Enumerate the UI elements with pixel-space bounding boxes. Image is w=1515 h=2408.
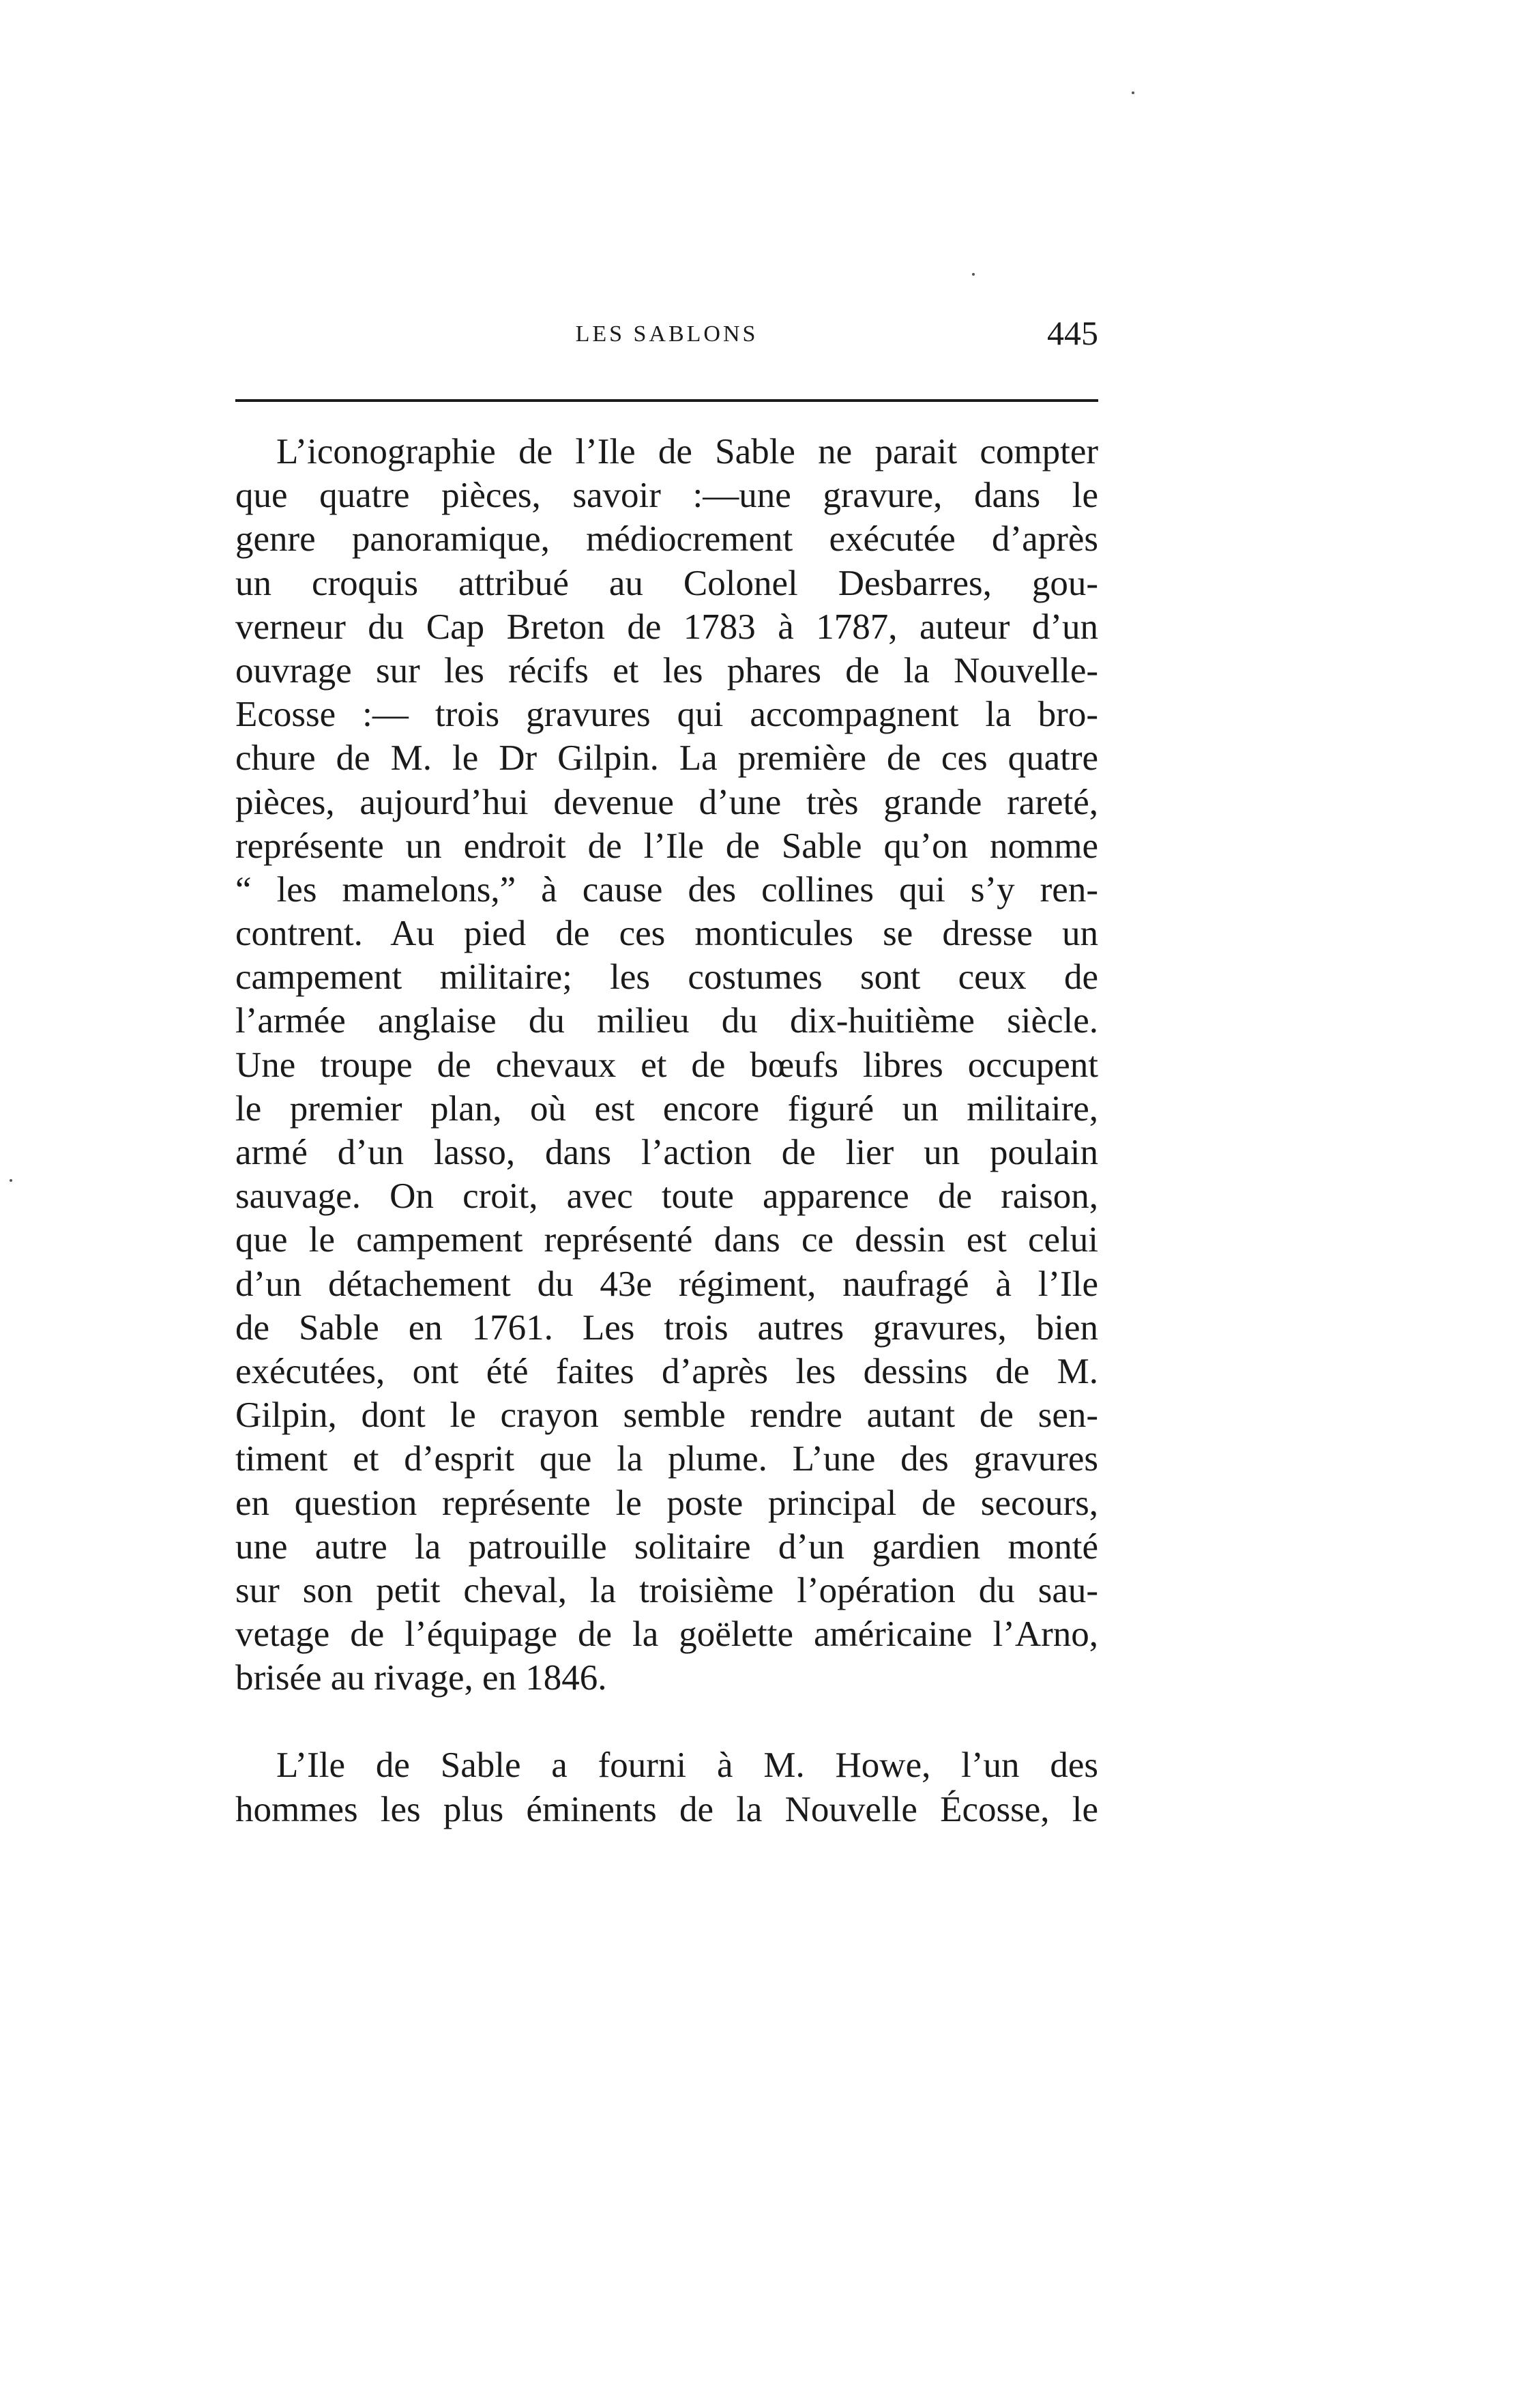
text-line: que quatre pièces, savoir :—une gravure, dans le	[235, 476, 1098, 516]
header-rule	[235, 399, 1098, 402]
scan-speck	[10, 1179, 12, 1182]
text-line: Une troupe de chevaux et de bœufs libres occupent	[235, 1045, 1098, 1085]
paragraph-spacer	[235, 1700, 1098, 1743]
scan-speck	[1132, 91, 1134, 94]
text-line: Gilpin, dont le crayon semble rendre autant de sen-	[235, 1395, 1098, 1436]
text-line: d’un détachement du 43e régiment, naufragé à l’Ile	[235, 1264, 1098, 1304]
text-line: armé d’un lasso, dans l’action de lier un poulain	[235, 1133, 1098, 1172]
text-line: L’Ile de Sable a fourni à M. Howe, l’un des	[276, 1745, 1098, 1786]
text-line: pièces, aujourd’hui devenue d’une très grande rareté,	[235, 782, 1098, 822]
text-line: l’armée anglaise du milieu du dix-huitième siècle.	[235, 1001, 1098, 1041]
text-line: sur son petit cheval, la troisième l’opération du sau-	[235, 1570, 1098, 1610]
text-line: vetage de l’équipage de la goëlette américaine l’Arno,	[235, 1614, 1098, 1655]
text-line: exécutées, ont été faites d’après les dessins de M.	[235, 1351, 1098, 1391]
text-line: ouvrage sur les récifs et les phares de la Nouvelle-	[235, 650, 1098, 691]
text-line: en question représente le poste principal de secours,	[235, 1483, 1098, 1523]
scan-speck	[972, 273, 975, 276]
text-line: contrent. Au pied de ces monticules se dresse un	[235, 914, 1098, 954]
text-line: une autre la patrouille solitaire d’un gardien monté	[235, 1526, 1098, 1567]
page-number: 445	[1047, 314, 1098, 352]
paragraph-1	[235, 430, 1098, 1700]
text-line: L’iconographie de l’Ile de Sable ne parait compter	[276, 432, 1098, 472]
running-title: LES SABLONS	[575, 321, 759, 347]
text-line: genre panoramique, médiocrement exécutée d’après	[235, 519, 1098, 560]
text-line: un croquis attribué au Colonel Desbarres, gou-	[235, 563, 1098, 603]
text-line: représente un endroit de l’Ile de Sable qu’on nomme	[235, 826, 1098, 866]
text-line: campement militaire; les costumes sont ceux de	[235, 957, 1098, 998]
text-line: brisée au rivage, en 1846.	[235, 1658, 607, 1698]
body-text	[235, 430, 1098, 1831]
text-line: hommes les plus éminents de la Nouvelle Écosse, le	[235, 1789, 1098, 1829]
text-line: que le campement représenté dans ce dessin est celui	[235, 1220, 1098, 1260]
text-line: Ecosse :— trois gravures qui accompagnent la bro-	[235, 695, 1098, 735]
text-line: timent et d’esprit que la plume. L’une des gravures	[235, 1439, 1098, 1479]
text-line: de Sable en 1761. Les trois autres gravures, bien	[235, 1307, 1098, 1348]
text-line: chure de M. le Dr Gilpin. La première de ces quatre	[235, 738, 1098, 779]
text-line: le premier plan, où est encore figuré un militaire,	[235, 1088, 1098, 1129]
text-line: “ les mamelons,” à cause des collines qui s’y ren-	[235, 869, 1098, 910]
text-line: verneur du Cap Breton de 1783 à 1787, auteur d’un	[235, 607, 1098, 647]
paragraph-2	[235, 1743, 1098, 1831]
text-line: sauvage. On croit, avec toute apparence de raison,	[235, 1176, 1098, 1217]
page-header	[235, 314, 1098, 358]
